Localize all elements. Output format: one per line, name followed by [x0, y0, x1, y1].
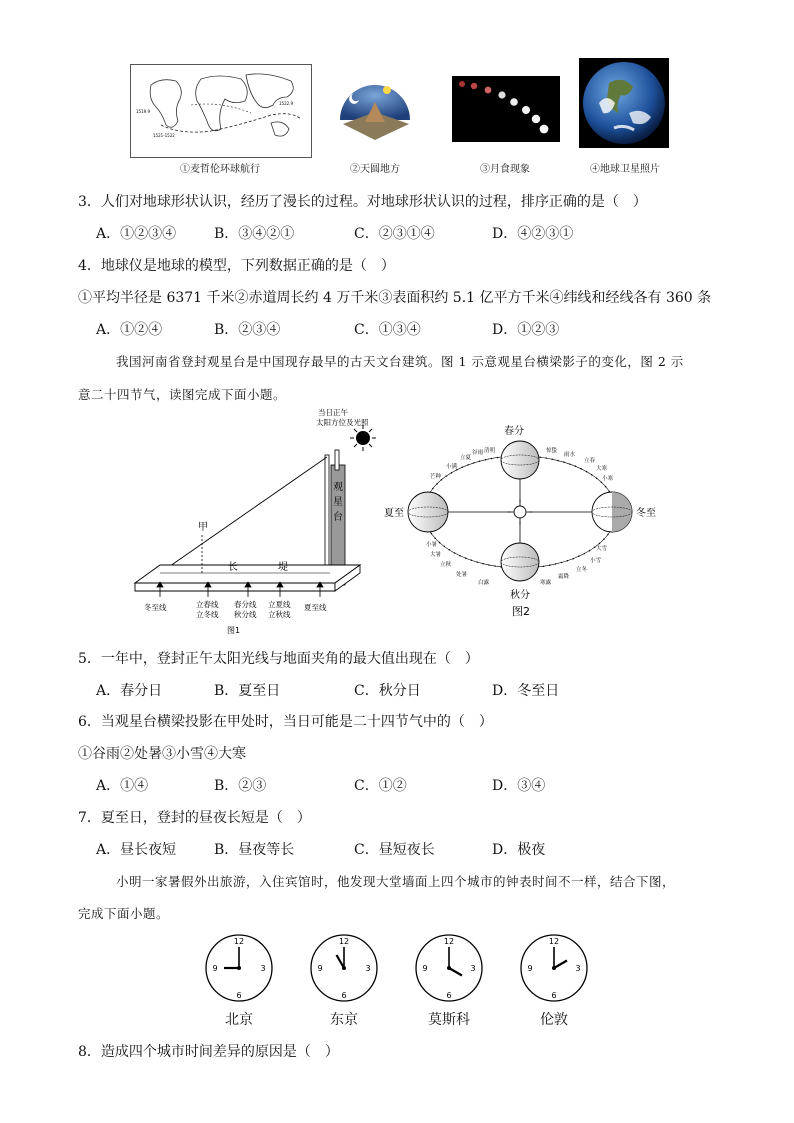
passage-2-line-2: 完成下面小题。 [78, 906, 170, 921]
clock-numeral: 3 [575, 964, 581, 973]
clock-numeral: 3 [365, 964, 371, 973]
clock-numeral: 12 [338, 937, 350, 946]
tower-label-2: 星 [333, 497, 343, 508]
term-label: 小寒 [602, 476, 614, 482]
figure-2-solar-terms [380, 420, 670, 620]
globe-dongzhi [592, 492, 632, 532]
question-5-stem: 5．一年中，登封正午太阳光线与地面夹角的最大值出现在（ ） [78, 651, 479, 667]
term-label: 惊蛰 [546, 448, 558, 454]
q3-option-a[interactable]: A．①②③④ [96, 226, 177, 242]
q5-option-b[interactable]: B．夏至日 [214, 683, 281, 699]
q3-option-b[interactable]: B．③④②① [214, 226, 295, 242]
clock-face [304, 928, 384, 1008]
clock-numeral: 9 [527, 964, 533, 973]
clock-numeral: 12 [443, 937, 455, 946]
term-label: 清明 [484, 448, 496, 454]
q7-option-d[interactable]: D．极夜 [492, 842, 546, 858]
caption-earth-photo: ④地球卫星照片 [590, 164, 660, 175]
lixia-line-label: 立夏线 [268, 600, 291, 609]
clock-numeral: 3 [470, 964, 476, 973]
clock-numeral: 12 [548, 937, 560, 946]
term-label: 立冬 [576, 567, 588, 573]
clock-city-label: 伦敦 [540, 1012, 568, 1028]
liqiu-line-label: 立秋线 [268, 610, 291, 619]
globe-chunfen [501, 441, 539, 479]
changdi-label-1: 长 [228, 562, 238, 573]
q3-option-d[interactable]: D．④②③① [492, 226, 574, 242]
clock-numeral: 6 [341, 991, 347, 1000]
figure-earth-photo [579, 58, 669, 148]
clock-face [199, 928, 279, 1008]
term-label: 大雪 [596, 546, 608, 552]
q7-option-b[interactable]: B．昼夜等长 [214, 842, 295, 858]
figure-lunar-eclipse [452, 76, 560, 142]
clock-numeral: 6 [446, 991, 452, 1000]
clock-numeral: 6 [551, 991, 557, 1000]
term-label: 芒种 [430, 474, 442, 480]
label-chunfen: 春分 [504, 426, 524, 437]
clock-numeral: 12 [233, 937, 245, 946]
q3-option-c[interactable]: C．②③①④ [354, 226, 435, 242]
caption-magellan: ①麦哲伦环球航行 [180, 164, 260, 175]
q4-option-d[interactable]: D．①②③ [492, 322, 560, 338]
term-label: 霜降 [558, 574, 570, 580]
q5-option-c[interactable]: C．秋分日 [354, 683, 421, 699]
term-label: 立春 [584, 458, 596, 464]
q4-option-a[interactable]: A．①②④ [96, 322, 163, 338]
clock-numeral: 9 [212, 964, 218, 973]
term-label: 雨水 [564, 452, 576, 458]
label-dongzhi: 冬至 [636, 508, 656, 519]
figure-1-observatory [130, 405, 380, 640]
term-label: 立夏 [460, 455, 472, 461]
clock-city-label: 东京 [330, 1012, 358, 1028]
q4-option-c[interactable]: C．①③④ [354, 322, 421, 338]
lidong-line-label: 立冬线 [196, 610, 219, 619]
q4-option-b[interactable]: B．②③④ [214, 322, 281, 338]
figure-1-caption: 图1 [227, 626, 241, 635]
term-label: 立秋 [440, 562, 452, 568]
q6-option-b[interactable]: B．②③ [214, 778, 267, 794]
qiufen-line-label: 秋分线 [234, 610, 257, 619]
figure-heaven-earth [335, 72, 415, 147]
label-xiazhi: 夏至 [384, 508, 404, 519]
globe-xiazhi [408, 492, 448, 532]
question-7-stem: 7．夏至日，登封的昼夜长短是（ ） [78, 810, 311, 826]
clock-face [409, 928, 489, 1008]
sun-label-1: 当日正午 [318, 408, 348, 417]
changdi-label-2: 堤 [278, 562, 288, 573]
map-date-label: 1521-1522 [153, 133, 175, 138]
globe-qiufen [501, 543, 539, 581]
sun-icon [356, 431, 370, 445]
winter-solstice-line-label: 冬至线 [144, 603, 167, 612]
question-3-stem: 3．人们对地球形状认识，经历了漫长的过程。对地球形状认识的过程，排序正确的是（ ） [78, 194, 647, 210]
question-8-stem: 8．造成四个城市时间差异的原因是（ ） [78, 1044, 339, 1060]
q7-option-c[interactable]: C．昼短夜长 [354, 842, 435, 858]
passage-1-line-2: 意二十四节气，读图完成下面小题。 [78, 387, 287, 402]
term-label: 白露 [478, 580, 490, 586]
figure-2-caption: 图2 [512, 605, 530, 618]
figure-magellan-map [130, 64, 312, 158]
tower-label-3: 台 [333, 512, 343, 523]
map-date-label: 1519.9 [136, 109, 150, 114]
lichun-line-label: 立春线 [196, 600, 219, 609]
question-6-stem: 6．当观星台横梁投影在甲处时，当日可能是二十四节气中的（ ） [78, 714, 493, 730]
summer-solstice-line-label: 夏至线 [304, 603, 327, 612]
term-label: 小满 [446, 464, 458, 470]
map-date-label: 1522.9 [279, 101, 293, 106]
chunfen-line-label: 春分线 [234, 600, 257, 609]
passage-2-line-1: 小明一家暑假外出旅游，入住宾馆时，他发现大堂墙面上四个城市的钟表时间不一样，结合下图， [116, 874, 676, 889]
question-4-stem: 4．地球仪是地球的模型，下列数据正确的是（ ） [78, 258, 395, 274]
term-label: 处暑 [456, 572, 468, 578]
tower-label-1: 观 [333, 482, 343, 493]
q6-option-d[interactable]: D．③④ [492, 778, 546, 794]
q6-statements: ①谷雨②处暑③小雪④大寒 [78, 746, 246, 762]
q5-option-d[interactable]: D．冬至日 [492, 683, 560, 699]
term-label: 大寒 [596, 466, 608, 472]
q4-statements: ①平均半径是 6371 千米②赤道周长约 4 万千米③表面积约 5.1 亿平方千米④纬线和经线各有 360 条 [78, 290, 712, 306]
term-label: 谷雨 [472, 450, 484, 456]
term-label: 大暑 [430, 552, 442, 558]
q6-option-a[interactable]: A．①④ [96, 778, 149, 794]
clock-numeral: 9 [422, 964, 428, 973]
clock-city-label: 莫斯科 [428, 1012, 470, 1028]
clock-numeral: 9 [317, 964, 323, 973]
clock-numeral: 6 [236, 991, 242, 1000]
q5-option-a[interactable]: A．春分日 [96, 683, 163, 699]
clock-city-label: 北京 [225, 1012, 253, 1028]
jia-label: 甲 [198, 522, 208, 533]
label-qiufen: 秋分 [510, 590, 530, 601]
q7-option-a[interactable]: A．昼长夜短 [96, 842, 177, 858]
sun-label-2: 太阳方位及光照 [316, 418, 369, 427]
caption-lunar-eclipse: ③月食现象 [480, 164, 530, 175]
term-label: 小暑 [426, 542, 438, 548]
clock-face [514, 928, 594, 1008]
term-label: 寒露 [540, 580, 552, 586]
term-label: 小雪 [590, 558, 602, 564]
caption-heaven-earth: ②天圆地方 [350, 164, 400, 175]
q6-option-c[interactable]: C．①② [354, 778, 407, 794]
clock-numeral: 3 [260, 964, 266, 973]
passage-1-line-1: 我国河南省登封观星台是中国现存最早的古天文台建筑。图 1 示意观星台横梁影子的变化，图 2 示 [116, 354, 684, 369]
